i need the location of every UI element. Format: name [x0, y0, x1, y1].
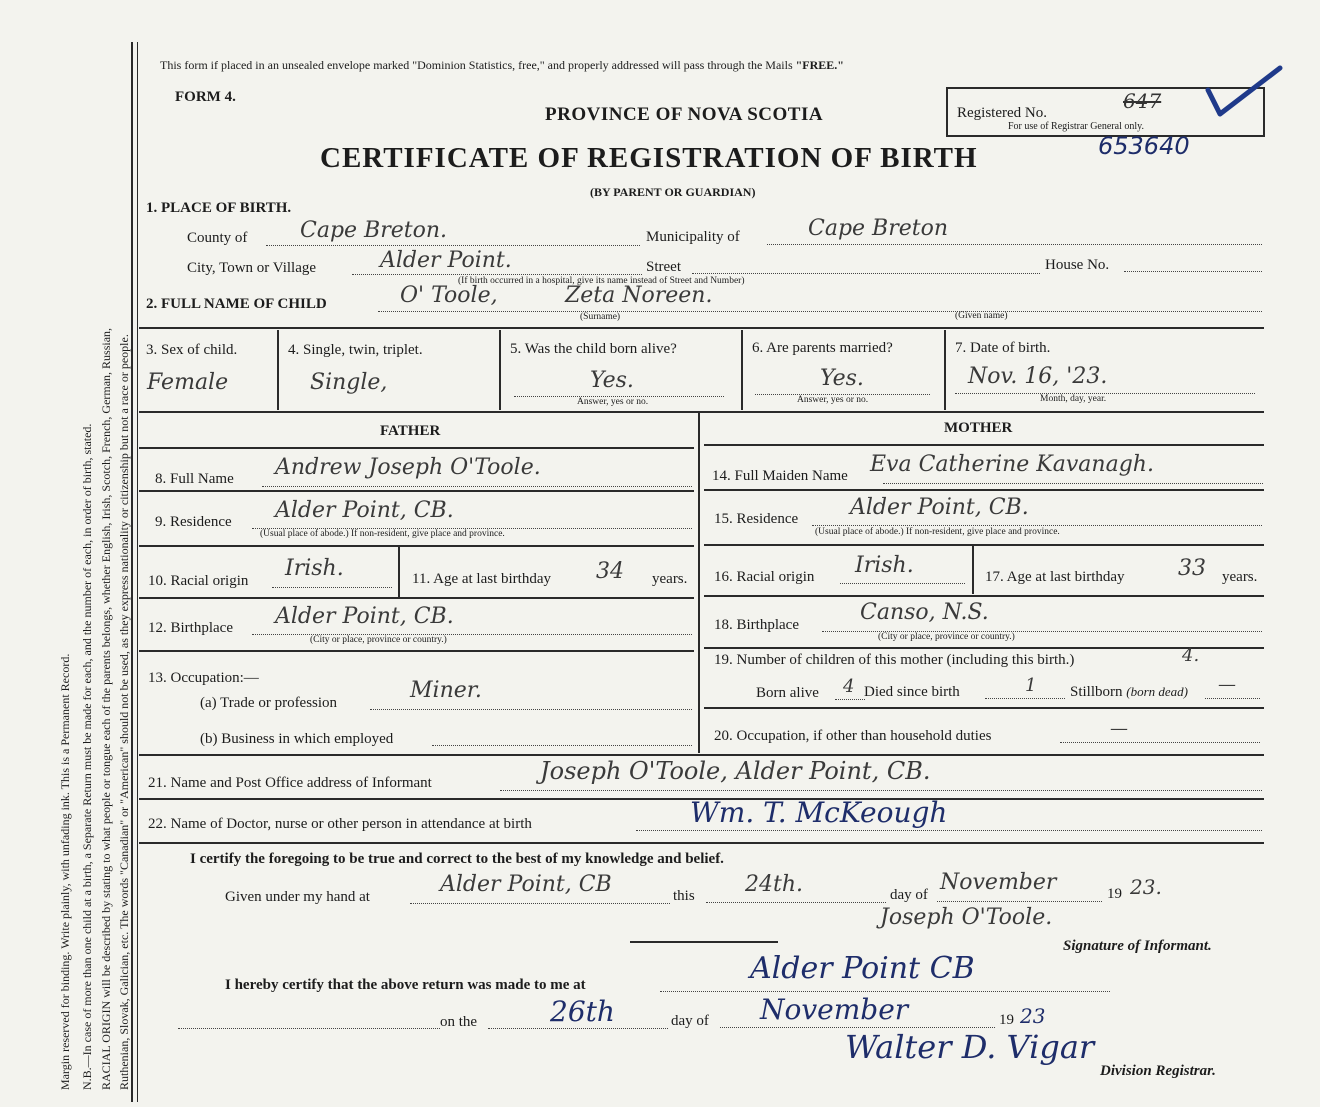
father-res-caption: (Usual place of abode.) If non-resident, give place and province.	[260, 529, 505, 539]
mother-rule-2	[704, 489, 1264, 491]
mother-res-value: Alder Point, CB.	[850, 495, 1029, 520]
doctor-line	[636, 830, 1262, 831]
child-surname: O' Toole,	[400, 283, 498, 308]
single-value: Single,	[310, 370, 388, 395]
mother-name-line	[883, 483, 1263, 484]
father-bp-label: 12. Birthplace	[148, 620, 233, 636]
street-label: Street	[646, 259, 681, 275]
child-given: Zeta Noreen.	[565, 283, 713, 308]
mother-res-caption: (Usual place of abode.) If non-resident, give place and province.	[815, 527, 1060, 537]
municipality-value: Cape Breton	[808, 216, 949, 241]
father-racial-label: 10. Racial origin	[148, 573, 249, 589]
trade-label: (a) Trade or profession	[200, 695, 338, 711]
rule-after-row	[139, 411, 1264, 413]
informant-label: 21. Name and Post Office address of Informant	[148, 775, 432, 791]
registrar-month: November	[760, 993, 909, 1026]
given-label: Given under my hand at	[225, 889, 370, 905]
city-value: Alder Point.	[380, 248, 512, 273]
certify-text: I certify the foregoing to be true and correct to the best of my knowledge and belief.	[190, 851, 724, 867]
given-year-suffix: 23.	[1130, 875, 1162, 899]
binding-rule-2	[137, 42, 138, 1102]
children-value: 4.	[1182, 645, 1200, 666]
trade-line	[370, 709, 692, 710]
margin-note-3: RACIAL ORIGIN will be described by stating to what people or tongue each of the parents belongs, whether English, Irish, Scotch, French, German, Russian,	[99, 327, 113, 1090]
mail-free: "FREE."	[795, 58, 844, 72]
doctor-label: 22. Name of Doctor, nurse or other person in attendance at birth	[148, 816, 532, 832]
mother-occ-line	[1060, 742, 1260, 743]
mother-res-label: 15. Residence	[714, 511, 799, 527]
sex-value: Female	[147, 370, 229, 395]
registrar-on-the: on the	[440, 1014, 478, 1030]
father-bp-caption: (City or place, province or country.)	[310, 635, 447, 645]
father-name-value: Andrew Joseph O'Toole.	[275, 455, 541, 480]
registrar-day-line	[488, 1028, 668, 1029]
registrar-place-line	[660, 991, 1110, 992]
mother-occ-label: 20. Occupation, if other than household duties	[714, 728, 992, 744]
father-racial-value: Irish.	[285, 556, 344, 581]
father-age-label: 11. Age at last birthday	[412, 571, 551, 587]
hospital-note: (If birth occurred in a hospital, give its name instead of Street and Number)	[458, 276, 745, 286]
informant-value: Joseph O'Toole, Alder Point, CB.	[540, 757, 931, 785]
given-caption: (Given name)	[955, 311, 1008, 321]
father-res-label: 9. Residence	[155, 514, 232, 530]
mother-rule-6	[704, 707, 1264, 709]
registrar-day: 26th	[550, 995, 615, 1028]
county-line	[266, 245, 640, 246]
county-value: Cape Breton.	[300, 218, 447, 243]
check-mark-icon	[1200, 62, 1290, 122]
binding-rule-1	[131, 42, 133, 1102]
mother-rule-1	[704, 444, 1264, 446]
mother-bp-value: Canso, N.S.	[860, 600, 989, 625]
house-line	[1124, 271, 1262, 272]
registrar-year-suffix: 23	[1020, 1004, 1046, 1028]
father-name-label: 8. Full Name	[155, 471, 234, 487]
father-bp-value: Alder Point, CB.	[275, 604, 454, 629]
father-age-value: 34	[596, 559, 624, 584]
father-rule-1	[139, 447, 694, 449]
page-subtitle: (BY PARENT OR GUARDIAN)	[590, 185, 756, 199]
mother-years: years.	[1222, 569, 1258, 585]
occupation-label: 13. Occupation:—	[148, 670, 259, 686]
given-month-line	[937, 901, 1102, 902]
stillborn-note: (born dead)	[1126, 684, 1189, 699]
stillborn-value: —	[1218, 674, 1236, 695]
born-alive-line	[835, 699, 865, 700]
mother-res-line	[812, 525, 1262, 526]
rule-after-name	[139, 327, 1264, 329]
died-label: Died since birth	[864, 684, 960, 700]
informant-signature-caption: Signature of Informant.	[1063, 938, 1212, 954]
married-value: Yes.	[820, 366, 864, 391]
child-name-line	[378, 311, 1262, 312]
registrar-caption: Division Registrar.	[1100, 1063, 1216, 1079]
street-line	[692, 273, 1040, 274]
doctor-value: Wm. T. McKeough	[690, 796, 948, 829]
province-heading: PROVINCE OF NOVA SCOTIA	[545, 104, 824, 125]
single-label: 4. Single, twin, triplet.	[288, 342, 423, 358]
died-value: 1	[1025, 675, 1037, 696]
father-heading: FATHER	[380, 423, 441, 439]
rule-before-informant	[139, 754, 1264, 756]
county-label: County of	[187, 230, 248, 246]
father-rule-5	[139, 650, 694, 652]
municipality-label: Municipality of	[646, 229, 740, 245]
registered-struck: 647	[1123, 89, 1162, 113]
margin-note-1: Margin reserved for binding. Write plainly, with unfading ink. This is a Permanent Record.	[58, 653, 72, 1090]
registered-number: 653640	[1098, 132, 1190, 160]
mother-rule-5	[704, 647, 1264, 649]
given-this: this	[673, 888, 695, 904]
father-years: years.	[652, 571, 688, 587]
dob-value: Nov. 16, '23.	[968, 364, 1108, 389]
margin-note-2: N.B.—In case of more than one child at a birth, a Separate Return must be made for each, and the number of each, in order of birth, stated.	[80, 423, 94, 1090]
born-alive-label: Born alive	[756, 685, 819, 701]
father-racial-line	[272, 587, 392, 588]
mother-occ-value: —	[1110, 718, 1128, 739]
mother-name-value: Eva Catherine Kavanagh.	[870, 452, 1154, 477]
col-div-2	[499, 330, 501, 410]
mail-notice	[160, 58, 844, 73]
registered-label: Registered No.	[957, 105, 1047, 121]
given-place: Alder Point, CB	[440, 872, 612, 897]
mother-name-label: 14. Full Maiden Name	[712, 468, 848, 484]
given-month: November	[940, 870, 1057, 895]
registrar-text: I hereby certify that the above return was made to me at	[225, 977, 586, 993]
sex-label: 3. Sex of child.	[146, 342, 238, 358]
died-line	[985, 698, 1065, 699]
surname-caption: (Surname)	[580, 312, 621, 322]
registrar-year-prefix: 19	[999, 1012, 1014, 1028]
registrar-day-of: day of	[671, 1013, 709, 1029]
mail-notice-text: This form if placed in an unsealed envelope marked "Dominion Statistics, free," and properly addressed will pass through the Mails	[160, 58, 793, 72]
city-line	[352, 274, 642, 275]
mother-bp-caption: (City or place, province or country.)	[878, 632, 1015, 642]
house-label: House No.	[1045, 257, 1110, 273]
given-day-of: day of	[890, 887, 928, 903]
registrar-place: Alder Point CB	[750, 951, 975, 986]
mother-age-label: 17. Age at last birthday	[985, 569, 1125, 585]
born-alive-value: 4	[843, 676, 855, 697]
municipality-line	[767, 244, 1262, 245]
mother-racial-label: 16. Racial origin	[714, 569, 815, 585]
informant-signature: Joseph O'Toole.	[880, 905, 1053, 930]
col-div-3	[741, 330, 743, 410]
stillborn-label	[1070, 684, 1188, 701]
col-div-4	[944, 330, 946, 410]
children-label: 19. Number of children of this mother (including this birth.)	[714, 652, 1075, 668]
informant-line	[500, 790, 1262, 791]
married-label: 6. Are parents married?	[752, 340, 893, 356]
mother-racial-value: Irish.	[855, 553, 914, 578]
child-name-label: 2. FULL NAME OF CHILD	[146, 296, 327, 312]
father-res-value: Alder Point, CB.	[275, 498, 454, 523]
dob-label: 7. Date of birth.	[955, 340, 1051, 356]
business-label: (b) Business in which employed	[200, 731, 394, 747]
rule-after-doctor	[139, 842, 1264, 844]
stillborn-line	[1205, 698, 1260, 699]
stillborn-text: Stillborn	[1070, 684, 1123, 700]
mother-rule-4	[704, 595, 1264, 597]
mother-age-value: 33	[1178, 556, 1206, 581]
married-caption: Answer, yes or no.	[797, 395, 869, 405]
father-name-line	[262, 486, 692, 487]
mother-racial-line	[840, 583, 965, 584]
registered-note: For use of Registrar General only.	[1008, 121, 1144, 132]
alive-label: 5. Was the child born alive?	[510, 341, 677, 357]
place-heading: 1. PLACE OF BIRTH.	[146, 200, 292, 216]
mother-heading: MOTHER	[944, 420, 1013, 436]
alive-caption: Answer, yes or no.	[577, 397, 649, 407]
given-year-prefix: 19	[1107, 886, 1122, 902]
given-day: 24th.	[745, 872, 803, 897]
given-place-line	[410, 903, 670, 904]
given-day-line	[706, 902, 886, 903]
parents-divider	[698, 413, 700, 753]
father-age-divider	[398, 547, 400, 597]
margin-note-4: Ruthenian, Slovak, Galician, etc. The words "Canadian" or "American" should not be used, as they express nationality or citizenship but not a race or people.	[117, 334, 131, 1090]
separator-bar	[630, 941, 778, 943]
mother-bp-label: 18. Birthplace	[714, 617, 799, 633]
mother-age-divider	[972, 546, 974, 594]
city-label: City, Town or Village	[187, 260, 317, 276]
father-rule-4	[139, 597, 694, 599]
col-div-1	[277, 330, 279, 410]
alive-value: Yes.	[590, 368, 634, 393]
form-number: FORM 4.	[175, 89, 236, 105]
business-line	[432, 745, 692, 746]
dob-caption: Month, day, year.	[1040, 394, 1107, 404]
father-rule-2	[139, 490, 694, 492]
registrar-signature: Walter D. Vigar	[845, 1028, 1095, 1066]
father-rule-3	[139, 545, 694, 547]
page-title: CERTIFICATE OF REGISTRATION OF BIRTH	[320, 142, 978, 174]
registrar-blank-line	[178, 1028, 440, 1029]
mother-rule-3	[704, 544, 1264, 546]
trade-value: Miner.	[410, 678, 482, 703]
